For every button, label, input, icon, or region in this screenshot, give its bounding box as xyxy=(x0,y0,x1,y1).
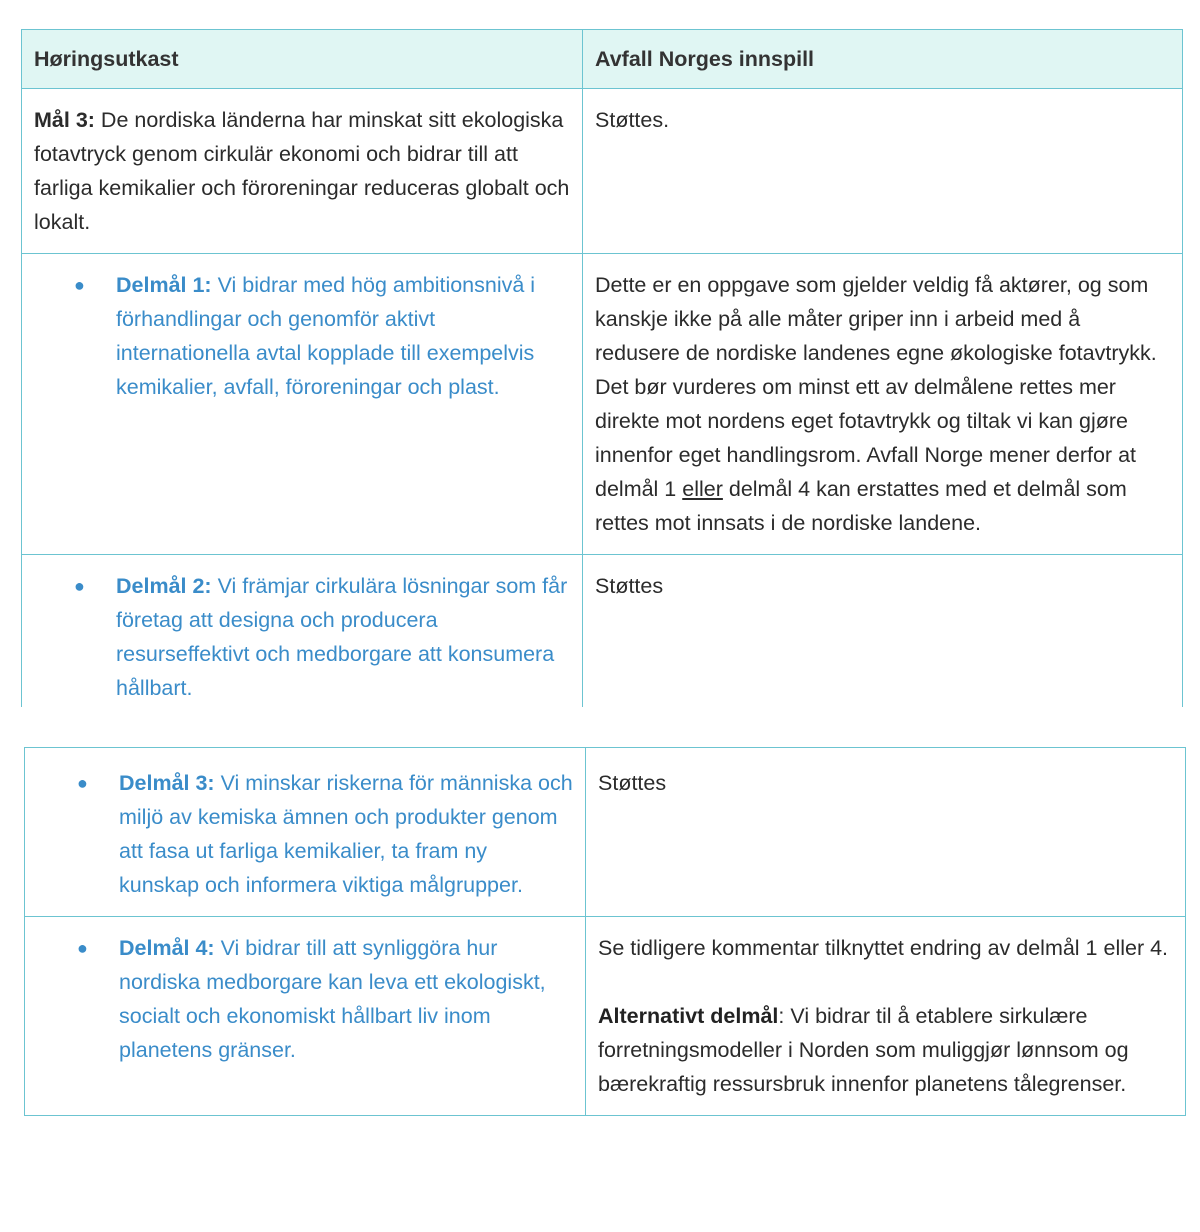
alternative-subgoal-label: Alternativt delmål xyxy=(598,1004,779,1028)
subgoal-1-cell xyxy=(22,254,583,555)
goal-3-response: Støttes. xyxy=(583,89,1183,254)
bullet-icon: ● xyxy=(74,275,85,295)
subgoal-3-label: Delmål 3: xyxy=(119,771,215,795)
header-hoeringsutkast: Høringsutkast xyxy=(22,30,583,89)
subgoal-1-label: Delmål 1: xyxy=(116,273,212,297)
subgoal-2-text: Vi främjar cirkulära lösningar som får företag att designa och producera resurseffektivt och medborgare att konsumera hållbart. xyxy=(116,574,568,700)
subgoal-2-cell xyxy=(22,555,583,708)
table-row-subgoal-3 xyxy=(25,748,1186,917)
bullet-icon: ● xyxy=(77,938,88,958)
subgoal-3-response: Støttes xyxy=(586,748,1186,917)
table-row-subgoal-2 xyxy=(22,555,1183,708)
subgoal-1-response xyxy=(583,254,1183,555)
subgoal-4-response xyxy=(586,917,1186,1116)
subgoal-3-text: Vi minskar riskerna för människa och miljö av kemiska ämnen och produkter genom att fasa ut farliga kemikalier, ta fram ny kunskap och informera viktiga målgrupper. xyxy=(119,771,573,897)
subgoal-1-text: Vi bidrar med hög ambitionsnivå i förhandlingar och genomför aktivt internationella avtal kopplade till exempelvis kemikalier, avfall, föroreningar och plast. xyxy=(116,273,536,399)
subgoal-2-response: Støttes xyxy=(583,555,1183,708)
table-row-subgoal-1 xyxy=(22,254,1183,555)
table-header-row xyxy=(22,30,1183,89)
consultation-table-part-2 xyxy=(24,747,1186,1116)
table-row-goal-3 xyxy=(22,89,1183,254)
subgoal-4-label: Delmål 4: xyxy=(119,936,215,960)
goal-3-text: De nordiska länderna har minskat sitt ekologiska fotavtryck genom cirkulär ekonomi och bidrar till att farliga kemikalier och föroreningar reduceras globalt och lokalt. xyxy=(34,108,570,234)
goal-3-cell xyxy=(22,89,583,254)
alternative-subgoal-text: : Vi bidrar til å etablere sirkulære forretningsmodeller i Norden som muliggjør lønnsom og bærekraftig ressursbruk innenfor planetens tålegrenser. xyxy=(598,1004,1129,1096)
table-row-subgoal-4 xyxy=(25,917,1186,1116)
bullet-icon: ● xyxy=(77,773,88,793)
goal-3-label: Mål 3: xyxy=(34,108,95,132)
paragraph-gap xyxy=(598,965,1173,999)
subgoal-1-response-text-a: Dette er en oppgave som gjelder veldig få aktører, og som kanskje ikke på alle måter griper inn i arbeid med å redusere de nordiske landenes egne økologiske fotavtrykk. Det bør vurderes om minst ett av delmålene rettes mer direkte mot nordens eget fotavtrykk og tiltak vi kan gjøre innenfor eget handlingsrom. Avfall Norge mener derfor at delmål 1 xyxy=(595,273,1157,501)
bullet-icon: ● xyxy=(74,576,85,596)
subgoal-2-label: Delmål 2: xyxy=(116,574,212,598)
subgoal-3-cell xyxy=(25,748,586,917)
header-avfall-norges-innspill: Avfall Norges innspill xyxy=(583,30,1183,89)
subgoal-4-cell xyxy=(25,917,586,1116)
subgoal-4-response-text: Se tidligere kommentar tilknyttet endring av delmål 1 eller 4. xyxy=(598,936,1169,960)
alternative-subgoal xyxy=(598,999,1173,1101)
subgoal-1-response-text-b: delmål 4 kan erstattes med et delmål som rettes mot innsats i de nordiske landene. xyxy=(595,477,1127,535)
consultation-table-part-1 xyxy=(21,29,1183,707)
subgoal-4-text: Vi bidrar till att synliggöra hur nordiska medborgare kan leva ett ekologiskt, socialt och ekonomiskt hållbart liv inom planetens gränser. xyxy=(119,936,546,1062)
subgoal-1-response-underlined: eller xyxy=(682,477,723,501)
